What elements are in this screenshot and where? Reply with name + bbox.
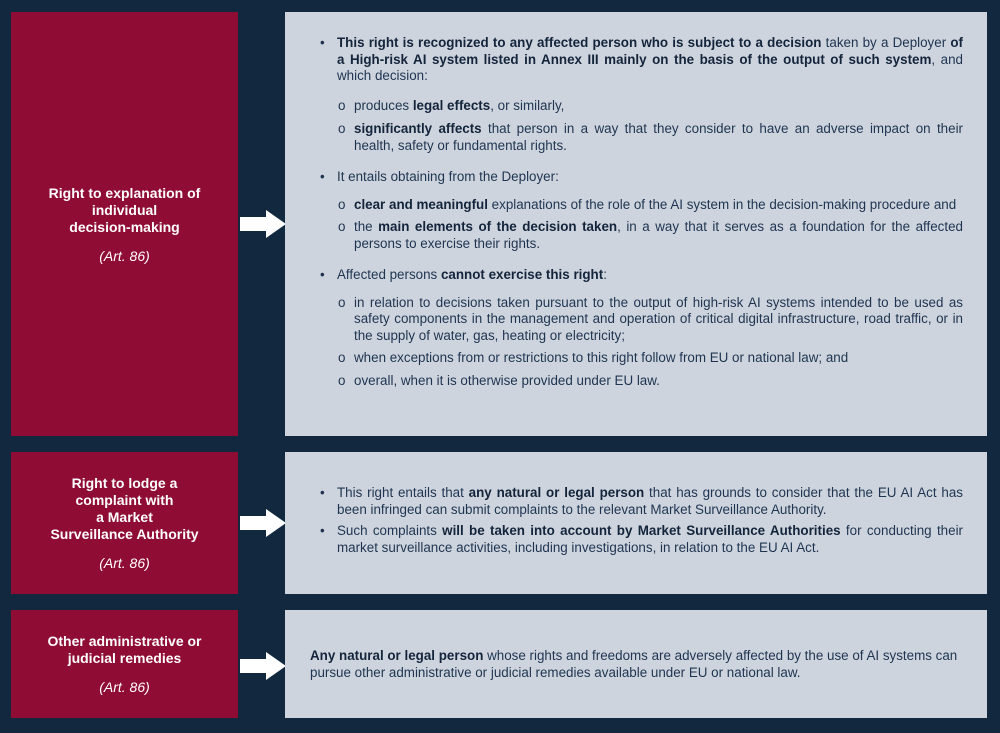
article-reference: (Art. 86)	[99, 247, 150, 264]
paragraph: Any natural or legal person whose rights and freedoms are adversely affected by the use of AI systems can pursue other administrative or judicial remedies available under EU or national law.	[310, 648, 958, 680]
panel-title: Other administrative or judicial remedies	[47, 633, 202, 666]
sub-item: o produces legal effects, or similarly,	[315, 98, 963, 115]
sub-item: o when exceptions from or restrictions to this right follow from EU or national law; and	[315, 350, 963, 367]
bullet-item: • This right entails that any natural or legal person that has grounds to consider that the EU AI Act has been infringed can submit complaints to the relevant Market Surveillance Authority.	[315, 485, 963, 518]
right-arrow-icon	[240, 652, 286, 680]
description-right-to-lodge-complaint	[285, 452, 987, 594]
sub-item: o significantly affects that person in a way that they consider to have an adverse impact on their health, safety or fundamental rights.	[315, 121, 963, 154]
sub-item: o overall, when it is otherwise provided under EU law.	[315, 373, 963, 390]
panel-title: Right to lodge a complaint with a Market Surveillance Authority	[50, 475, 199, 542]
sub-item: o clear and meaningful explanations of the role of the AI system in the decision-making procedure and	[315, 197, 963, 214]
bullet-item: • This right is recognized to any affected person who is subject to a decision taken by a Deployer of a High-risk AI system listed in Annex III mainly on the basis of the output of such system, and which decision:	[315, 35, 963, 85]
description-right-to-explanation	[285, 12, 987, 436]
bullet-item: • Such complaints will be taken into account by Market Surveillance Authorities for conducting their market surveillance activities, including investigations, in relation to the EU AI Act.	[315, 523, 963, 556]
sub-item: o in relation to decisions taken pursuant to the output of high-risk AI systems intended to be used as safety components in the management and operation of critical digital infrastructure, road traffic, or in the supply of water, gas, heating or electricity;	[315, 295, 963, 345]
bullet-item: • Affected persons cannot exercise this right:	[315, 267, 963, 284]
right-arrow-icon	[240, 509, 286, 537]
right-arrow-icon	[240, 210, 286, 238]
article-reference: (Art. 86)	[99, 679, 150, 695]
panel-other-remedies	[11, 610, 238, 718]
panel-title: Right to explanation of individual decision-making	[48, 184, 201, 235]
description-other-remedies	[285, 610, 987, 718]
bullet-item: • It entails obtaining from the Deployer:	[315, 169, 963, 186]
article-reference: (Art. 86)	[99, 555, 150, 571]
sub-item: o the main elements of the decision taken, in a way that it serves as a foundation for the affected persons to exercise their rights.	[315, 219, 963, 252]
panel-right-to-explanation	[11, 12, 238, 436]
panel-right-to-lodge-complaint	[11, 452, 238, 594]
